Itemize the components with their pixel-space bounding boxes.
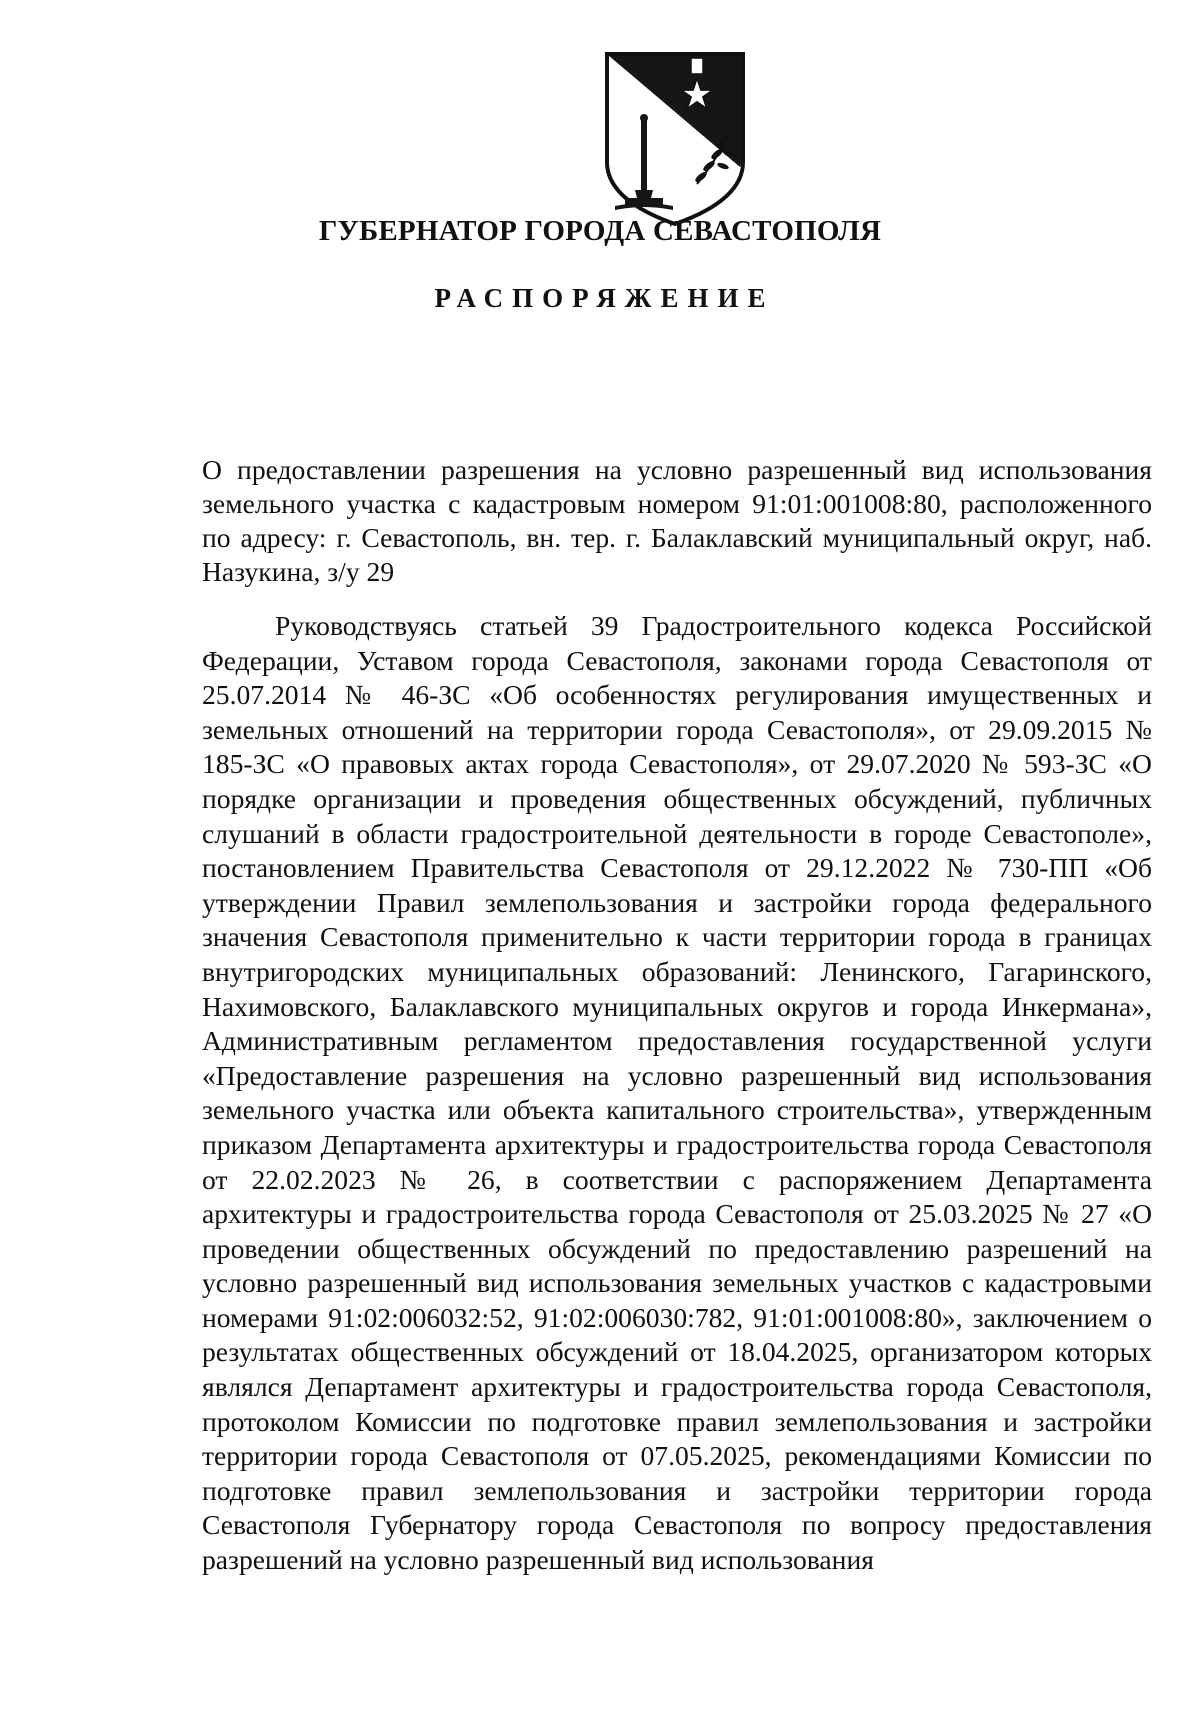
issuer-title: ГУБЕРНАТОР ГОРОДА СЕВАСТОПОЛЯ [318, 215, 882, 247]
document-body-paragraph: Руководствуясь статьей 39 Градостроительного кодекса Российской Федерации, Уставом города Севастополя, законами города Севастополя от 25.07.2014 № 46-ЗС «Об особенностях регулирования имущественных и земельных отношений на территории города Севастополя», от 29.09.2015 № 185-ЗС «О правовых актах города Севастополя», от 29.07.2020 № 593-ЗС «О порядке организации и проведения общественных обсуждений, публичных слушаний в области градостроительной деятельности в городе Севастополе», постановлением Правительства Севастополя от 29.12.2022 № 730-ПП «Об утверждении Правил землепользования и застройки города федерального значения Севастополя применительно к части территории города в границах внутригородских муниципальных образований: Ленинского, Гагаринского, Нахимовского, Балаклавского муниципальных округов и города Инкермана», Административным регламентом предоставления государственной услуги «Предоставление разрешения на условно разрешенный вид использования земельного участка или объекта капитального строительства», утвержденным приказом Департамента архитектуры и градостроительства города Севастополя от 22.02.2023 № 26, в соответствии с распоряжением Департамента архитектуры и градостроительства города Севастополя от 25.03.2025 № 27 «О проведении общественных обсуждений по предоставлению разрешений на условно разрешенный вид использования земельных участков с кадастровыми номерами 91:02:006032:52, 91:02:006030:782, 91:01:001008:80», заключением о результатах общественных обсуждений от 18.04.2025, организатором которых являлся Департамент архитектуры и градостроительства города Севастополя, протоколом Комиссии по подготовке правил землепользования и застройки территории города Севастополя от 07.05.2025, рекомендациями Комиссии по подготовке правил землепользования и застройки территории города Севастополя Губернатору города Севастополя по вопросу предоставления разрешений на условно разрешенный вид использования [202, 610, 1152, 1576]
document-subject: О предоставлении разрешения на условно разрешенный вид использования земельного участка с кадастровым номером 91:01:001008:80, расположенного по адресу: г. Севастополь, вн. тер. г. Балаклавский муниципальный округ, наб. Назукина, з/у 29 [202, 454, 1152, 587]
document-type: РАСПОРЯЖЕНИЕ [434, 283, 775, 313]
coat-of-arms-icon [601, 50, 749, 228]
